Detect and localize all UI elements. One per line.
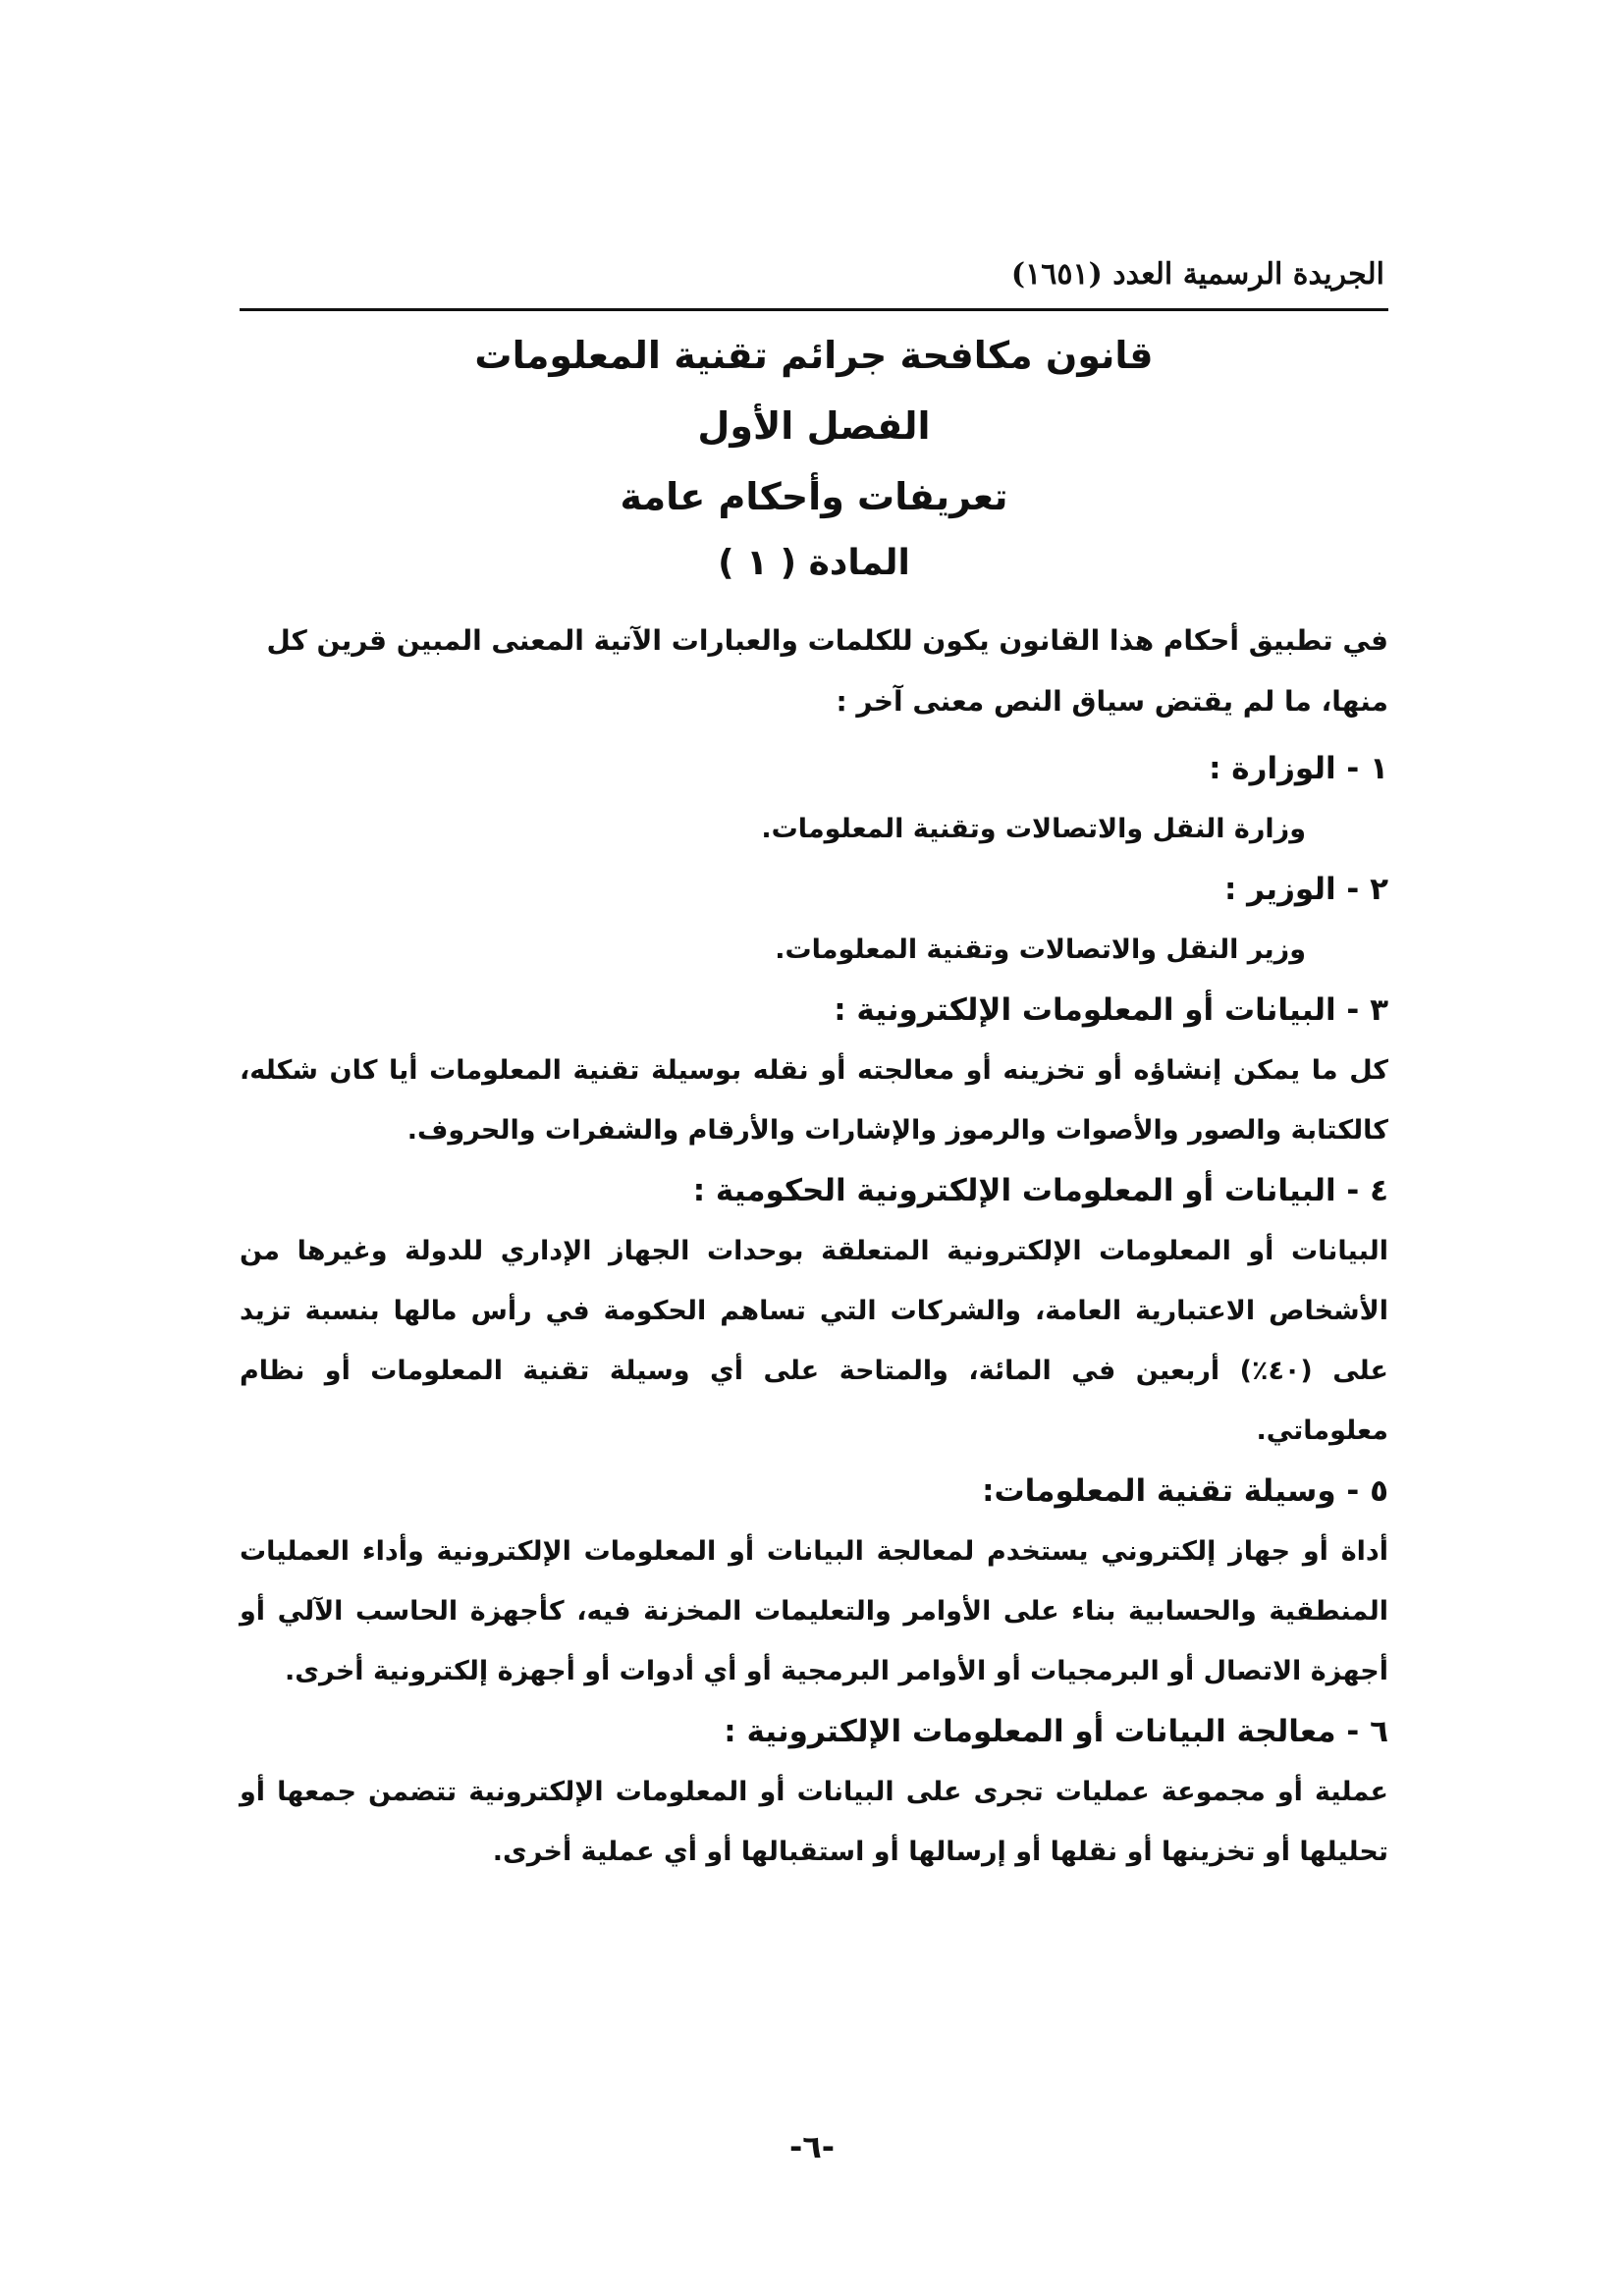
- definition-item: [240, 859, 1388, 980]
- definition-body: أداة أو جهاز إلكتروني يستخدم لمعالجة البيانات أو المعلومات الإلكترونية وأداء العمليات المنطقية والحسابية بناء على الأوامر والتعليمات المخزنة فيه، كأجهزة الحاسب الآلي أو أجهزة الاتصال أو البرمجيات أو الأوامر البرمجية أو أي أدوات أو أجهزة إلكترونية أخرى.: [240, 1536, 1388, 1686]
- law-title: قانون مكافحة جرائم تقنية المعلومات: [474, 334, 1154, 377]
- chapter-title: الفصل الأول: [697, 404, 931, 448]
- definition-body: عملية أو مجموعة عمليات تجرى على البيانات أو المعلومات الإلكترونية تتضمن جمعها أو تحليلها أو تخزينها أو نقلها أو إرسالها أو استقبالها أو أي عملية أخرى.: [240, 1777, 1388, 1867]
- definitions-list: [240, 738, 1388, 1882]
- definition-item: [240, 980, 1388, 1160]
- journal-header: الجريدة الرسمية العدد (١٦٥١): [1010, 257, 1384, 292]
- definition-term: ١ - الوزارة :: [1209, 751, 1388, 786]
- definition-term: ٥ - وسيلة تقنية المعلومات:: [982, 1473, 1388, 1509]
- definition-term: ٦ - معالجة البيانات أو المعلومات الإلكترونية :: [724, 1714, 1388, 1749]
- header-divider: [240, 308, 1388, 311]
- definition-item: [240, 1701, 1388, 1882]
- definition-item: [240, 738, 1388, 859]
- definition-item: [240, 1160, 1388, 1461]
- definition-body: وزارة النقل والاتصالات وتقنية المعلومات.: [761, 814, 1306, 844]
- definition-item: [240, 1461, 1388, 1701]
- article-title: المادة ( ١ ): [718, 543, 910, 583]
- definition-term: ٤ - البيانات أو المعلومات الإلكترونية الحكومية :: [692, 1173, 1388, 1208]
- definition-body: وزير النقل والاتصالات وتقنية المعلومات.: [775, 934, 1306, 965]
- article-intro: في تطبيق أحكام هذا القانون يكون للكلمات والعبارات الآتية المعنى المبين قرين كل منها، ما لم يقتض سياق النص معنى آخر :: [266, 624, 1388, 718]
- definition-term: ٢ - الوزير :: [1223, 872, 1388, 907]
- definition-term: ٣ - البيانات أو المعلومات الإلكترونية :: [834, 992, 1388, 1028]
- page-number: -٦-: [788, 2128, 836, 2165]
- definition-body: كل ما يمكن إنشاؤه أو تخزينه أو معالجته أو نقله بوسيلة تقنية المعلومات أيا كان شكله، كالكتابة والصور والأصوات والرموز والإشارات والأرقام والشفرات والحروف.: [240, 1055, 1388, 1146]
- definition-body: البيانات أو المعلومات الإلكترونية المتعلقة بوحدات الجهاز الإداري للدولة وغيرها من الأشخاص الاعتبارية العامة، والشركات التي تساهم الحكومة في رأس مالها بنسبة تزيد على (٤٠٪) أربعين في المائة، والمتاحة على أي وسيلة تقنية المعلومات أو نظام معلوماتي.: [240, 1236, 1388, 1446]
- chapter-subtitle: تعريفات وأحكام عامة: [620, 475, 1008, 518]
